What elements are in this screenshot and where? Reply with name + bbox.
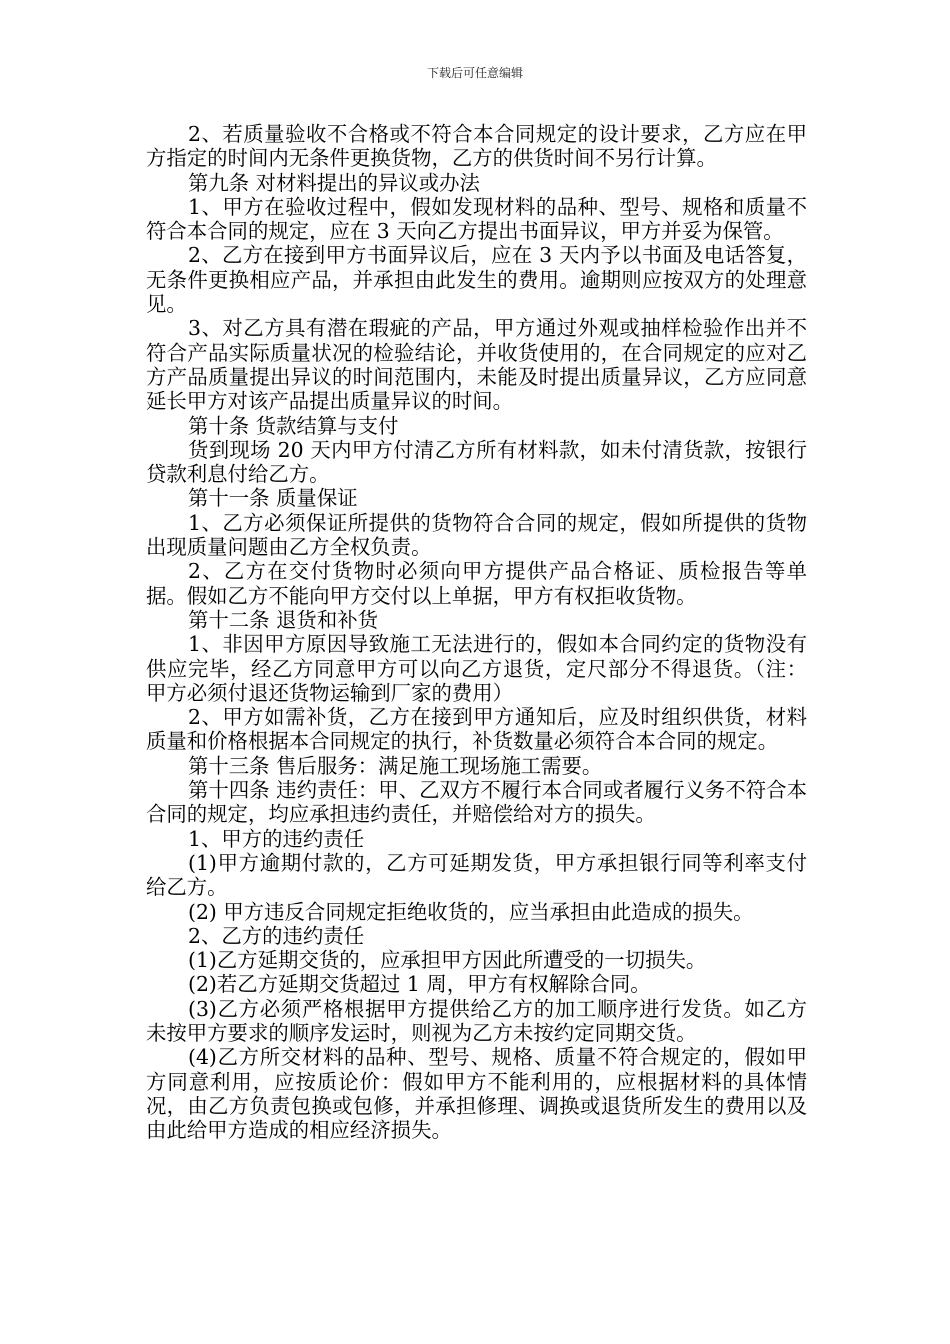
- paragraph: (2)若乙方延期交货超过 1 周，甲方有权解除合同。: [188, 972, 651, 997]
- paragraph: 2、甲方如需补货，乙方在接到甲方通知后，应及时组织供货，材料质量和价格根据本合同规定的执行，补货数量必须符合本合同的规定。: [146, 705, 807, 754]
- paragraph: 货到现场 20 天内甲方付清乙方所有材料款，如未付清货款，按银行贷款利息付给乙方。: [146, 437, 807, 487]
- document-body: [146, 122, 807, 1142]
- paragraph: 2、乙方在接到甲方书面异议后，应在 3 天内予以书面及电话答复，无条件更换相应产品，并承担由此发生的费用。逾期则应按双方的处理意见。: [146, 243, 807, 317]
- section-heading: 第十四条 违约责任：甲、乙双方不履行本合同或者履行义务不符合本合同的规定，均应承担违约责任，并赔偿给对方的损失。: [146, 778, 807, 827]
- section-heading: 第十条 货款结算与支付: [188, 413, 399, 438]
- section-heading: 第十一条 质量保证: [188, 486, 358, 511]
- paragraph: 3、对乙方具有潜在瑕疵的产品，甲方通过外观或抽样检验作出并不符合产品实际质量状况的检验结论，并收货使用的，在合同规定的应对乙方产品质量提出异议的时间范围内，未能及时提出质量异议，乙方应同意延长甲方对该产品提出质量异议的时间。: [146, 316, 807, 414]
- paragraph: (4)乙方所交材料的品种、型号、规格、质量不符合规定的，假如甲方同意利用，应按质论价：假如甲方不能利用的，应根据材料的具体情况，由乙方负责包换或包修，并承担修理、调换或退货所发生的费用以及由此给甲方造成的相应经济损失。: [146, 1045, 807, 1143]
- subsection-heading: 1、甲方的违约责任: [188, 826, 365, 851]
- section-heading: 第十三条 售后服务：满足施工现场施工需要。: [188, 753, 603, 778]
- paragraph: 2、乙方在交付货物时必须向甲方提供产品合格证、质检报告等单据。假如乙方不能向甲方交付以上单据，甲方有权拒收货物。: [146, 559, 807, 608]
- paragraph: (3)乙方必须严格根据甲方提供给乙方的加工顺序进行发货。如乙方未按甲方要求的顺序发运时，则视为乙方未按约定同期交货。: [146, 996, 807, 1045]
- section-heading: 第九条 对材料提出的异议或办法: [188, 170, 480, 195]
- paragraph: (1)甲方逾期付款的，乙方可延期发货，甲方承担银行同等利率支付给乙方。: [146, 850, 807, 900]
- page-header-note: 下载后可任意编辑: [426, 66, 523, 80]
- paragraph: 1、非因甲方原因导致施工无法进行的，假如本合同约定的货物没有供应完毕，经乙方同意甲方可以向乙方退货，定尺部分不得退货。（注：甲方必须付退还货物运输到厂家的费用）: [146, 632, 807, 705]
- paragraph: (2) 甲方违反合同规定拒绝收货的，应当承担由此造成的损失。: [188, 899, 754, 924]
- subsection-heading: 2、乙方的违约责任: [188, 923, 365, 948]
- paragraph: 2、若质量验收不合格或不符合本合同规定的设计要求，乙方应在甲方指定的时间内无条件更换货物，乙方的供货时间不另行计算。: [146, 122, 807, 171]
- paragraph: (1)乙方延期交货的，应承担甲方因此所遭受的一切损失。: [188, 948, 707, 973]
- paragraph: 1、乙方必须保证所提供的货物符合合同的规定，假如所提供的货物出现质量问题由乙方全权负责。: [146, 510, 807, 560]
- paragraph: 1、甲方在验收过程中，假如发现材料的品种、型号、规格和质量不符合本合同的规定，应在 3 天向乙方提出书面异议，甲方并妥为保管。: [146, 194, 807, 244]
- section-heading: 第十二条 退货和补货: [188, 607, 378, 632]
